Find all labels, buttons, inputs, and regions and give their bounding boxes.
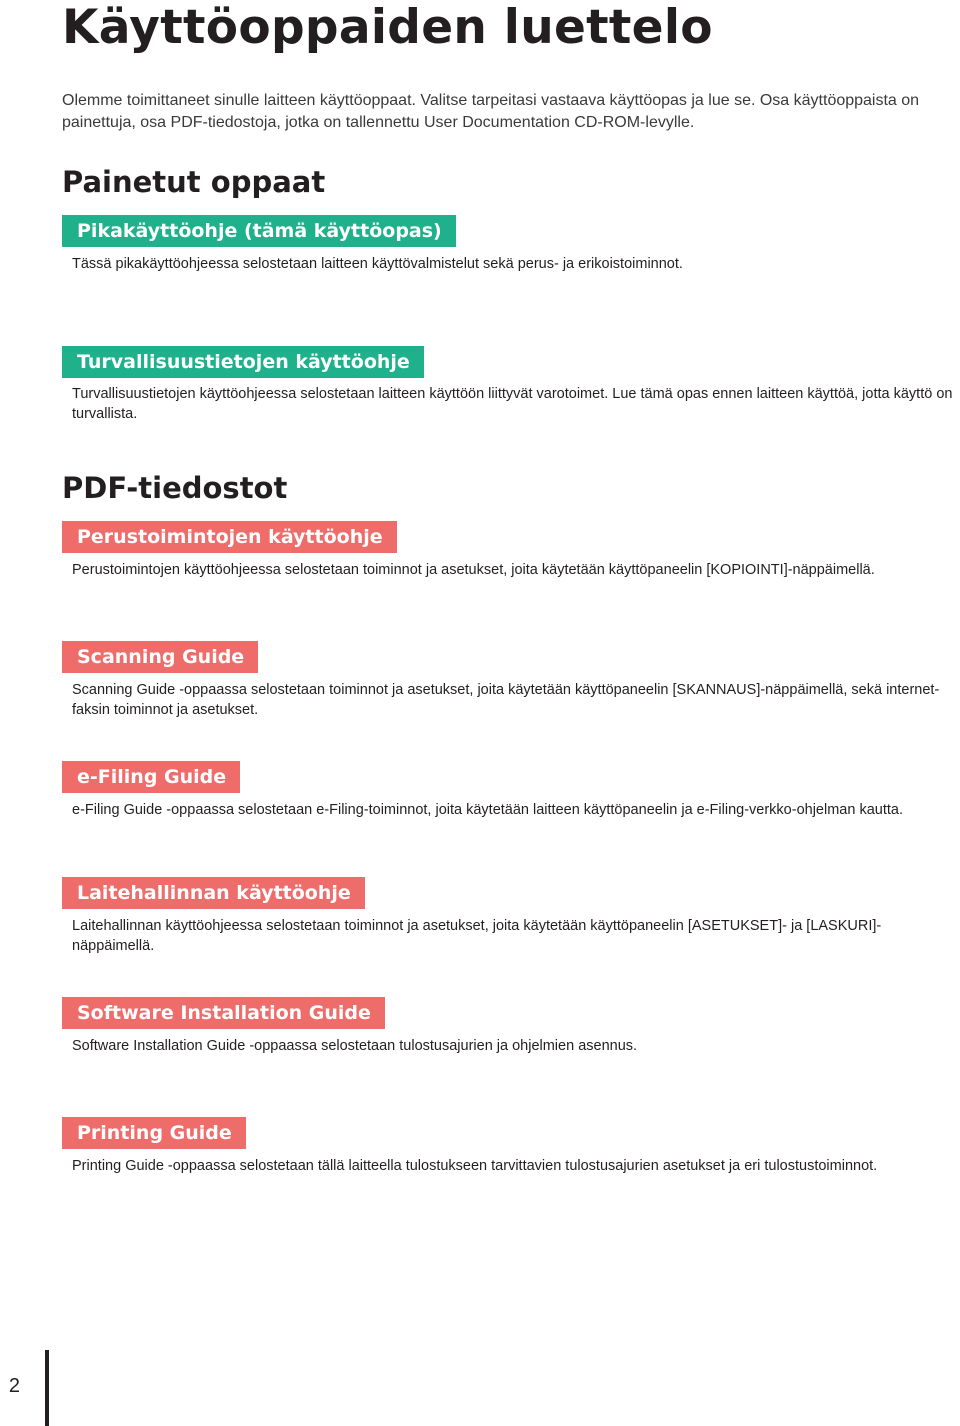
guide-description-efiling: e-Filing Guide -oppaassa selostetaan e-Filing-toiminnot, joita käytetään laitteen käyttöpaneelin ja e-Filing-verkko-ohjelman kautta. (72, 802, 903, 818)
guide-title-device-management: Laitehallinnan käyttöohje (62, 877, 365, 909)
page-number: 2 (8, 1375, 20, 1397)
guide-title-quick-guide: Pikakäyttöohje (tämä käyttöopas) (62, 215, 456, 247)
guide-description-device-management: Laitehallinnan käyttöohjeessa selostetaan toiminnot ja asetukset, joita käytetään käyttöpaneelin [ASETUKSET]- ja [LASKURI]-näppäimellä. (72, 918, 882, 954)
guide-title-printing: Printing Guide (62, 1117, 246, 1149)
guide-title-basic-functions: Perustoimintojen käyttöohje (62, 521, 397, 553)
guide-description-basic-functions: Perustoimintojen käyttöohjeessa selostetaan toiminnot ja asetukset, joita käytetään käyttöpaneelin [KOPIOINTI]-näppäimellä. (72, 562, 875, 578)
guide-description-safety-information: Turvallisuustietojen käyttöohjeessa selostetaan laitteen käyttöön liittyvät varotoimet. Lue tämä opas ennen laitteen käyttöä, jotta käyttö on turvallista. (72, 386, 953, 422)
guide-description-scanning: Scanning Guide -oppaassa selostetaan toiminnot ja asetukset, joita käytetään käyttöpaneelin [SKANNAUS]-näppäimellä, sekä internet-faksin toiminnot ja asetukset. (72, 682, 940, 718)
page-title: Käyttöoppaiden luettelo (62, 0, 713, 55)
guide-title-software-installation: Software Installation Guide (62, 997, 385, 1029)
intro-paragraph: Olemme toimittaneet sinulle laitteen käyttöoppaat. Valitse tarpeitasi vastaava käyttöopas ja lue se. Osa käyttöoppaista on painettuja, osa PDF-tiedostoja, jotka on tallennettu User Documentation CD-ROM-levylle. (62, 92, 920, 131)
guide-description-quick-guide: Tässä pikakäyttöohjeessa selostetaan laitteen käyttövalmistelut sekä perus- ja erikoistoiminnot. (72, 256, 683, 272)
guide-description-printing: Printing Guide -oppaassa selostetaan tällä laitteella tulostukseen tarvittavien tulostusajurien asetukset ja eri tulostustoiminnot. (72, 1158, 878, 1174)
pdf-files-heading: PDF-tiedostot (62, 471, 288, 505)
page-margin-rule (45, 1350, 49, 1426)
guide-title-efiling: e-Filing Guide (62, 761, 240, 793)
guide-title-safety-information: Turvallisuustietojen käyttöohje (62, 346, 424, 378)
printed-guides-heading: Painetut oppaat (62, 165, 326, 199)
guide-description-software-installation: Software Installation Guide -oppaassa selostetaan tulostusajurien ja ohjelmien asennus. (72, 1038, 638, 1054)
guide-title-scanning: Scanning Guide (62, 641, 258, 673)
